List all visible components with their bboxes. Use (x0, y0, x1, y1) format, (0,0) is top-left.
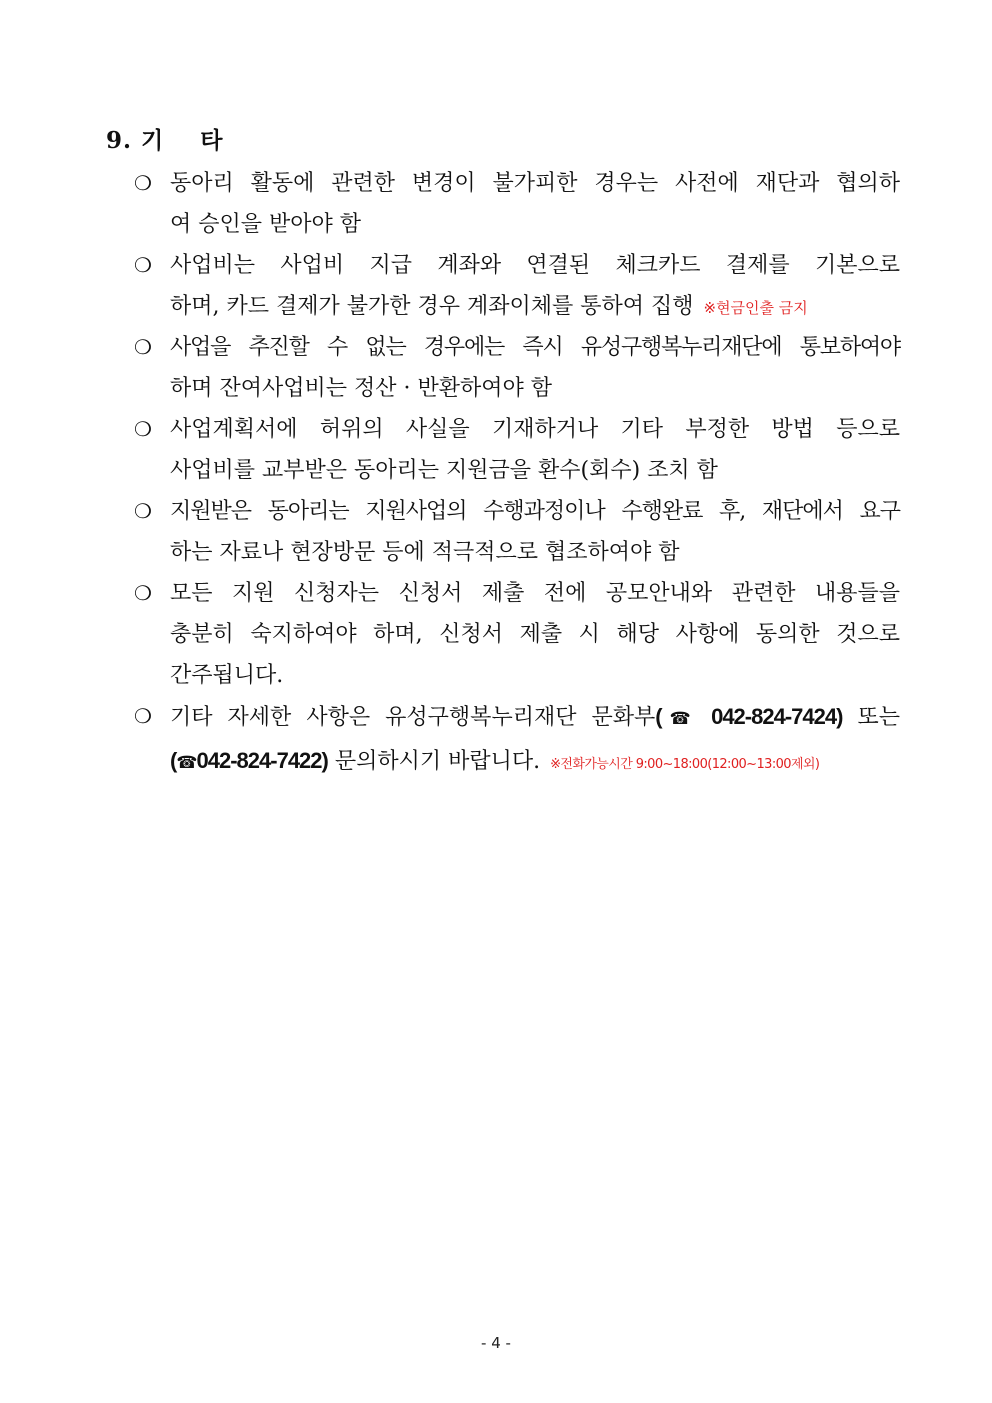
item-text: 또는 (857, 705, 900, 730)
item-text-line: 사업비는 사업비 지급 계좌와 연결된 체크카드 결제를 기본으로 (170, 253, 900, 278)
phone-icon: ☎ (176, 753, 197, 773)
item-text-line: 사업을 추진할 수 없는 경우에는 즉시 유성구행복누리재단에 통보하여야 (170, 335, 900, 360)
section-title: 9. 기 타 (106, 127, 224, 154)
item-text-line: 하는 자료나 현장방문 등에 적극적으로 협조하여야 함 (170, 540, 680, 565)
circle-bullet-icon: ❍ (134, 499, 152, 523)
notice-note: ※전화가능시간 9:00~18:00(12:00~13:00제외) (550, 757, 820, 772)
phone-number: (☎ 042-824-7424) (655, 704, 843, 729)
notice-note: ※현금인출 금지 (703, 299, 808, 317)
item-text-line: 사업계획서에 허위의 사실을 기재하거나 기타 부정한 방법 등으로 (170, 417, 900, 442)
item-text-line: 모든 지원 신청자는 신청서 제출 전에 공모안내와 관련한 내용들을 (170, 581, 900, 606)
phone-number: (☎042-824-7422) (170, 748, 328, 773)
circle-bullet-icon: ❍ (134, 581, 152, 605)
phone-number-text: 042-824-7424 (711, 704, 837, 729)
circle-bullet-icon: ❍ (134, 335, 152, 359)
item-text: 하며, 카드 결제가 불가한 경우 계좌이체를 통하여 집행 (170, 294, 694, 319)
page-number: - 4 - (481, 1334, 511, 1352)
list-item (134, 573, 900, 696)
item-text-line: 충분히 숙지하여야 하며, 신청서 제출 시 해당 사항에 동의한 것으로 (170, 622, 900, 647)
item-text-line: 간주됩니다. (170, 663, 284, 688)
item-text-line (170, 286, 900, 329)
item-text-line: 사업비를 교부받은 동아리는 지원금을 환수(회수) 조치 함 (170, 458, 718, 483)
circle-bullet-icon: ❍ (134, 704, 152, 728)
item-text: 기타 자세한 사항은 유성구행복누리재단 문화부 (170, 705, 656, 730)
circle-bullet-icon: ❍ (134, 417, 152, 441)
list-item (134, 245, 900, 329)
item-text-line: 여 승인을 받아야 함 (170, 212, 361, 237)
list-item (134, 327, 900, 409)
item-text-line (170, 696, 900, 740)
circle-bullet-icon: ❍ (134, 171, 152, 195)
list-item (134, 491, 900, 573)
circle-bullet-icon: ❍ (134, 253, 152, 277)
phone-number-text: 042-824-7422 (196, 748, 322, 773)
item-text-line: 동아리 활동에 관련한 변경이 불가피한 경우는 사전에 재단과 협의하 (170, 171, 900, 196)
item-text-line: 하며 잔여사업비는 정산 · 반환하여야 함 (170, 376, 552, 401)
item-text-line: 지원받은 동아리는 지원사업의 수행과정이나 수행완료 후, 재단에서 요구 (170, 499, 900, 524)
item-text-line (170, 740, 900, 785)
list-item (134, 163, 900, 245)
item-text: 문의하시기 바랍니다. (334, 749, 541, 774)
list-item (134, 409, 900, 491)
phone-icon: ☎ (661, 709, 698, 729)
list-item (134, 696, 900, 785)
